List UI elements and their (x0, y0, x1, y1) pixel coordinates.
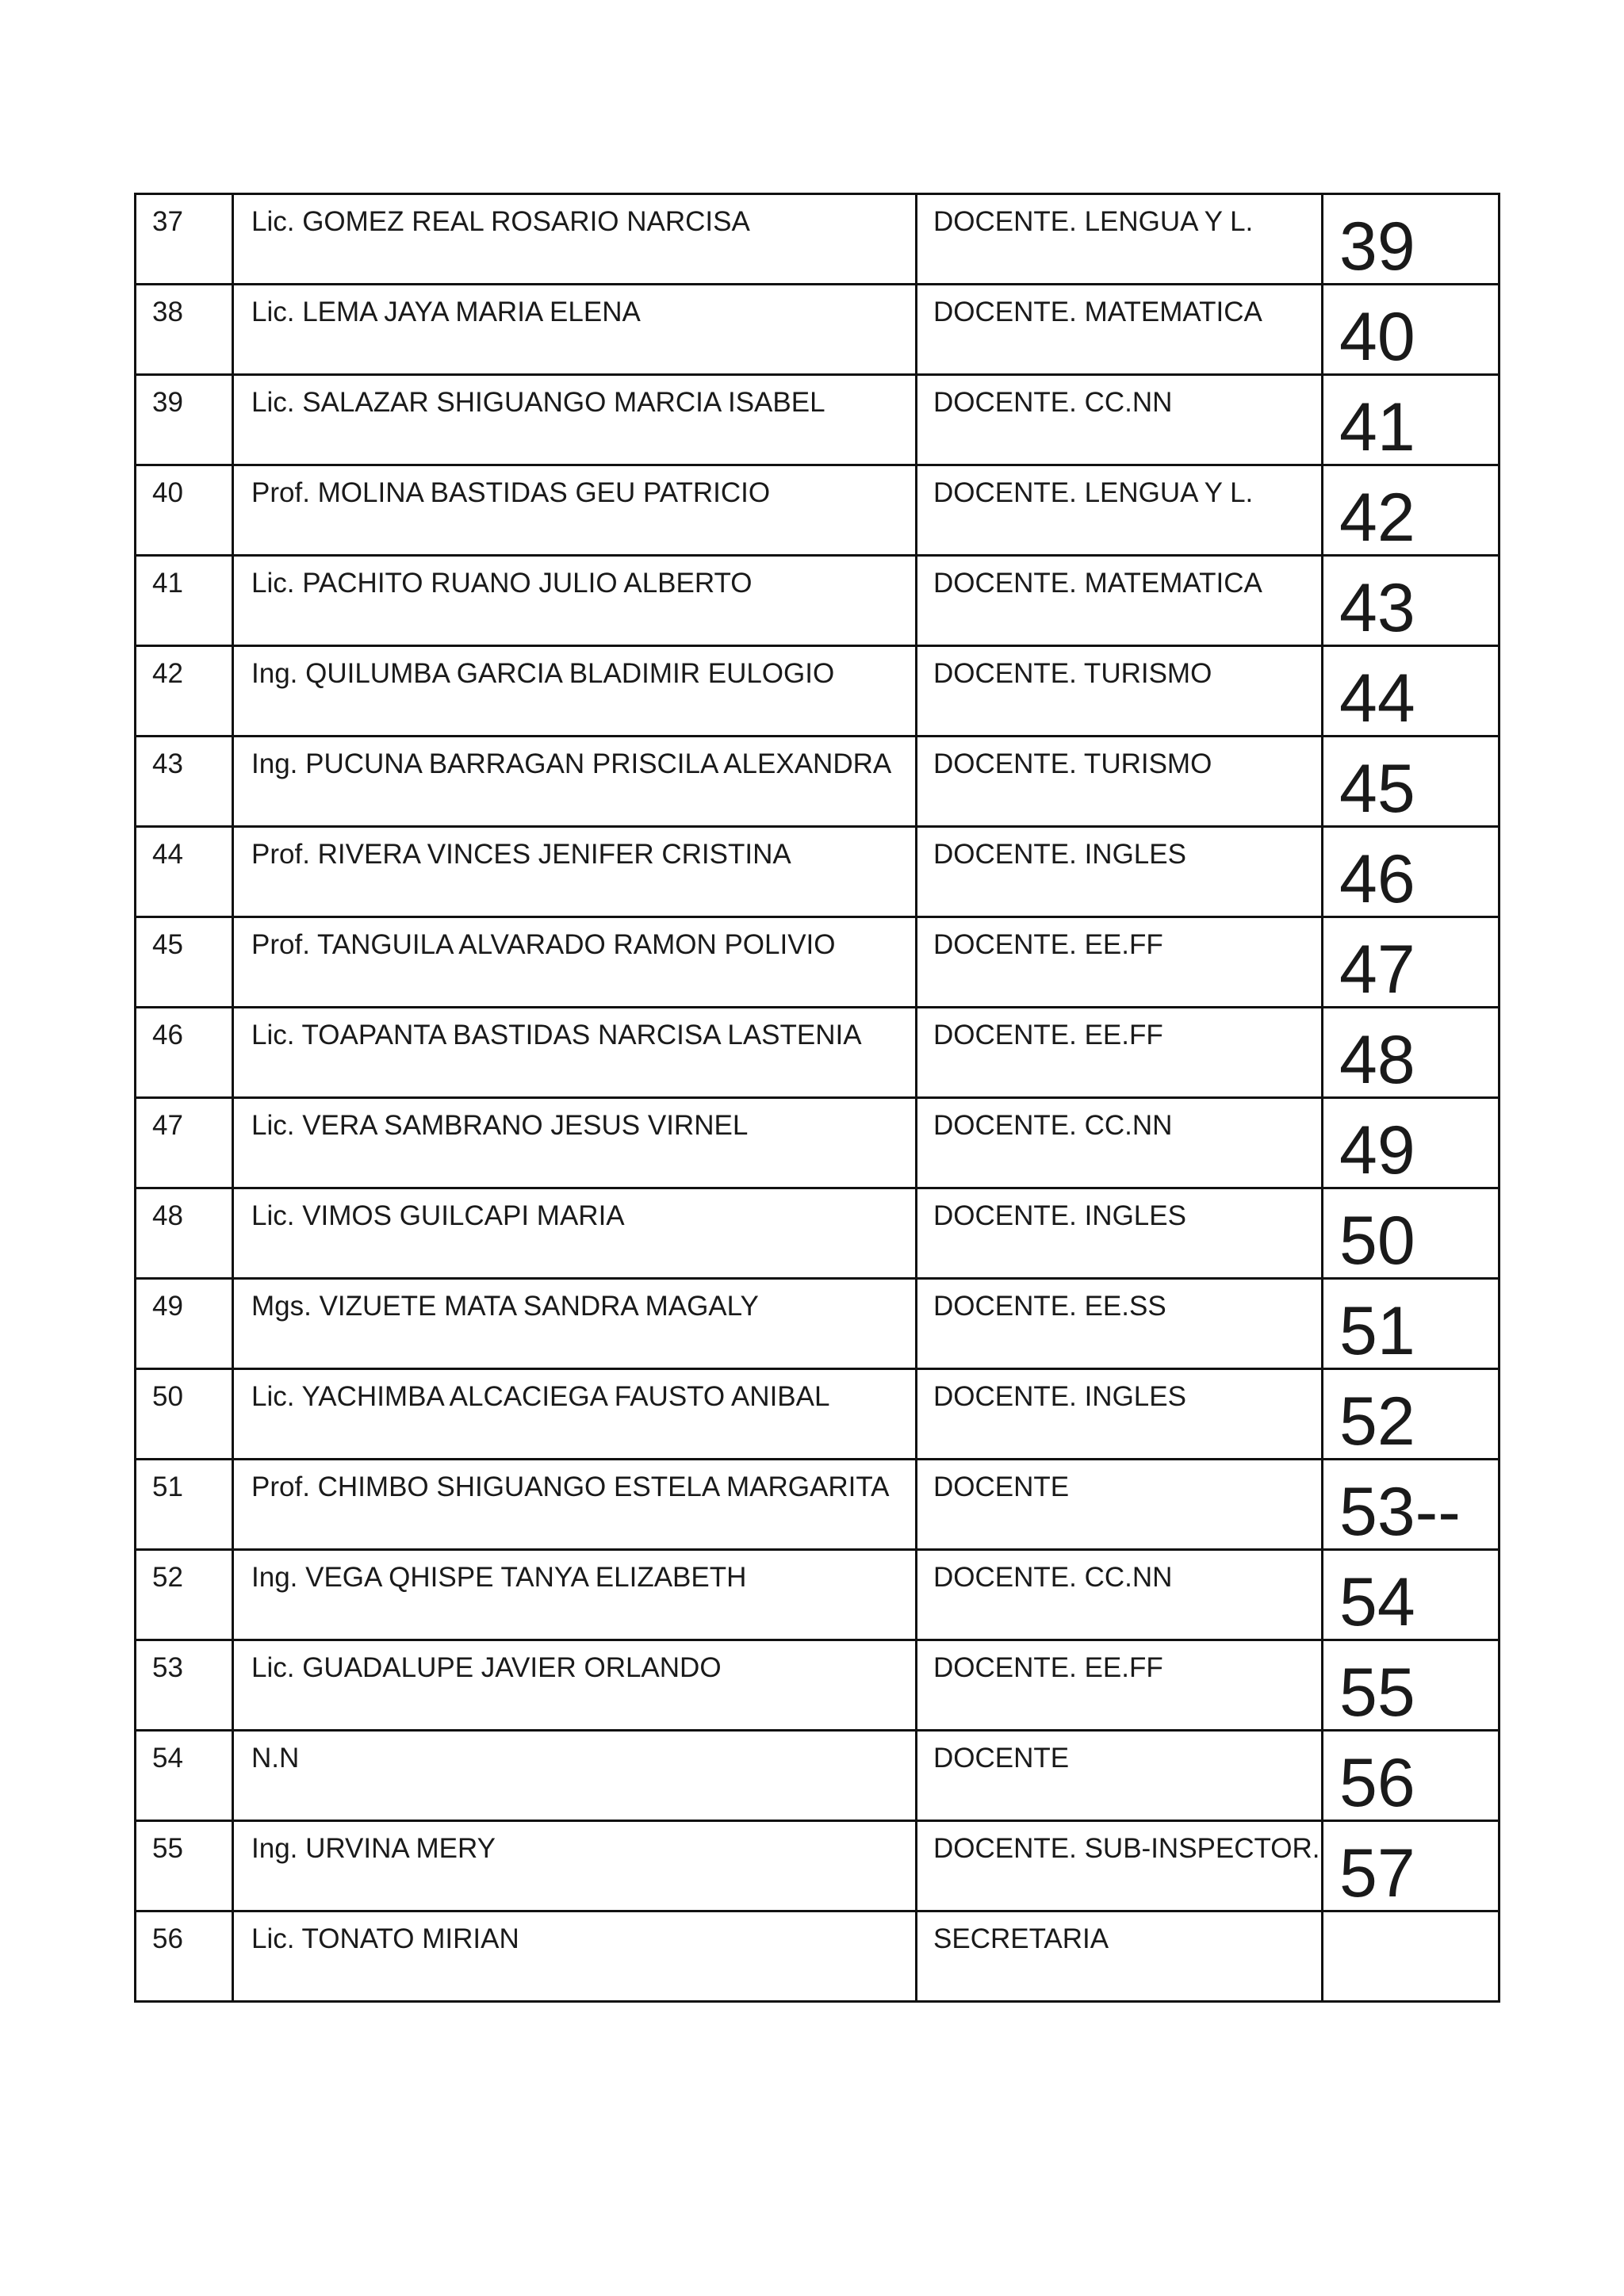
staff-role-cell (917, 827, 1323, 917)
staff-name: Prof. MOLINA BASTIDAS GEU PATRICIO (251, 477, 771, 508)
handwritten-number (1323, 1912, 1498, 1930)
row-number: 55 (152, 1833, 183, 1864)
table-row (136, 285, 1500, 375)
row-number: 44 (152, 839, 183, 870)
staff-name-cell (233, 1369, 917, 1460)
staff-name-cell (233, 285, 917, 375)
row-number: 53 (152, 1652, 183, 1683)
row-number-cell (136, 285, 233, 375)
staff-name: Prof. RIVERA VINCES JENIFER CRISTINA (251, 839, 791, 870)
handwritten-number-cell (1323, 285, 1500, 375)
row-number: 39 (152, 387, 183, 418)
staff-role: DOCENTE. CC.NN (933, 1562, 1173, 1593)
staff-role: DOCENTE. TURISMO (933, 748, 1212, 779)
staff-name: Lic. SALAZAR SHIGUANGO MARCIA ISABEL (251, 387, 825, 418)
staff-name: Lic. TOAPANTA BASTIDAS NARCISA LASTENIA (251, 1020, 862, 1050)
staff-name-cell (233, 1821, 917, 1911)
staff-name-cell (233, 375, 917, 465)
staff-role-cell (917, 1550, 1323, 1640)
staff-name-cell (233, 1098, 917, 1188)
staff-table-body (136, 194, 1500, 2002)
table-row (136, 375, 1500, 465)
staff-name-cell (233, 194, 917, 285)
staff-role: DOCENTE. LENGUA Y L. (933, 206, 1254, 237)
row-number-cell (136, 1460, 233, 1550)
staff-name-cell (233, 1911, 917, 2002)
staff-role-cell (917, 1911, 1323, 2002)
staff-role-cell (917, 1460, 1323, 1550)
handwritten-number: 44 (1339, 660, 1415, 733)
handwritten-number: 41 (1339, 389, 1415, 461)
handwritten-number-cell (1323, 1911, 1500, 2002)
staff-role: DOCENTE. CC.NN (933, 1110, 1173, 1141)
staff-name: Prof. TANGUILA ALVARADO RAMON POLIVIO (251, 929, 836, 960)
row-number-cell (136, 737, 233, 827)
handwritten-number: 40 (1339, 299, 1415, 371)
staff-name: Lic. VIMOS GUILCAPI MARIA (251, 1200, 625, 1231)
staff-role-cell (917, 1279, 1323, 1369)
staff-name-cell (233, 465, 917, 556)
row-number: 43 (152, 748, 183, 779)
staff-name: Lic. TONATO MIRIAN (251, 1923, 519, 1954)
handwritten-number: 51 (1339, 1293, 1415, 1365)
row-number: 41 (152, 568, 183, 599)
row-number-cell (136, 646, 233, 737)
row-number: 37 (152, 206, 183, 237)
staff-role-cell (917, 1640, 1323, 1731)
row-number-cell (136, 375, 233, 465)
row-number: 45 (152, 929, 183, 960)
staff-name-cell (233, 917, 917, 1008)
handwritten-number-cell (1323, 465, 1500, 556)
handwritten-number-cell (1323, 737, 1500, 827)
table-row (136, 1460, 1500, 1550)
staff-name: Lic. VERA SAMBRANO JESUS VIRNEL (251, 1110, 749, 1141)
staff-role: DOCENTE. MATEMATICA (933, 297, 1262, 327)
row-number-cell (136, 465, 233, 556)
staff-role: DOCENTE. EE.FF (933, 1020, 1163, 1050)
handwritten-number-cell (1323, 827, 1500, 917)
table-row (136, 1098, 1500, 1188)
staff-name: Lic. GUADALUPE JAVIER ORLANDO (251, 1652, 722, 1683)
handwritten-number-cell (1323, 375, 1500, 465)
staff-name-cell (233, 827, 917, 917)
handwritten-number-cell (1323, 194, 1500, 285)
table-row (136, 1731, 1500, 1821)
row-number-cell (136, 1821, 233, 1911)
staff-role-cell (917, 1188, 1323, 1279)
staff-role-cell (917, 646, 1323, 737)
row-number: 54 (152, 1743, 183, 1774)
staff-role: DOCENTE. CC.NN (933, 387, 1173, 418)
staff-role: DOCENTE. EE.FF (933, 1652, 1163, 1683)
staff-role-cell (917, 1369, 1323, 1460)
table-row (136, 646, 1500, 737)
staff-name: Lic. LEMA JAYA MARIA ELENA (251, 297, 641, 327)
table-row (136, 1279, 1500, 1369)
table-row (136, 1640, 1500, 1731)
row-number: 40 (152, 477, 183, 508)
staff-name-cell (233, 646, 917, 737)
row-number: 51 (152, 1471, 183, 1502)
handwritten-number: 53-- (1339, 1474, 1461, 1546)
row-number: 42 (152, 658, 183, 689)
row-number-cell (136, 1279, 233, 1369)
staff-name: Prof. CHIMBO SHIGUANGO ESTELA MARGARITA (251, 1471, 890, 1502)
staff-role: DOCENTE (933, 1471, 1070, 1502)
table-row (136, 1821, 1500, 1911)
staff-role-cell (917, 375, 1323, 465)
staff-name-cell (233, 1550, 917, 1640)
staff-role-cell (917, 194, 1323, 285)
staff-role: DOCENTE. EE.SS (933, 1291, 1166, 1322)
row-number-cell (136, 1098, 233, 1188)
handwritten-number-cell (1323, 1369, 1500, 1460)
table-row (136, 1550, 1500, 1640)
row-number: 49 (152, 1291, 183, 1322)
staff-name-cell (233, 1008, 917, 1098)
row-number-cell (136, 1640, 233, 1731)
table-row (136, 1369, 1500, 1460)
staff-role-cell (917, 1821, 1323, 1911)
handwritten-number: 52 (1339, 1383, 1415, 1456)
staff-name-cell (233, 1460, 917, 1550)
staff-name: Lic. YACHIMBA ALCACIEGA FAUSTO ANIBAL (251, 1381, 830, 1412)
staff-role-cell (917, 1098, 1323, 1188)
handwritten-number: 39 (1339, 209, 1415, 281)
handwritten-number-cell (1323, 1640, 1500, 1731)
staff-name: Lic. GOMEZ REAL ROSARIO NARCISA (251, 206, 750, 237)
staff-role: DOCENTE. MATEMATICA (933, 568, 1262, 599)
row-number: 48 (152, 1200, 183, 1231)
handwritten-number: 43 (1339, 570, 1415, 642)
handwritten-number-cell (1323, 1279, 1500, 1369)
staff-name: Mgs. VIZUETE MATA SANDRA MAGALY (251, 1291, 759, 1322)
table-row (136, 1911, 1500, 2002)
handwritten-number: 50 (1339, 1203, 1415, 1275)
row-number: 38 (152, 297, 183, 327)
handwritten-number-cell (1323, 1098, 1500, 1188)
row-number: 56 (152, 1923, 183, 1954)
staff-name-cell (233, 556, 917, 646)
staff-role: DOCENTE. EE.FF (933, 929, 1163, 960)
row-number-cell (136, 917, 233, 1008)
staff-role-cell (917, 737, 1323, 827)
staff-role-cell (917, 556, 1323, 646)
handwritten-number: 42 (1339, 480, 1415, 552)
table-row (136, 194, 1500, 285)
row-number: 46 (152, 1020, 183, 1050)
table-row (136, 465, 1500, 556)
handwritten-number-cell (1323, 1821, 1500, 1911)
staff-name: Lic. PACHITO RUANO JULIO ALBERTO (251, 568, 753, 599)
staff-role-cell (917, 465, 1323, 556)
staff-role: SECRETARIA (933, 1923, 1109, 1954)
row-number-cell (136, 1369, 233, 1460)
staff-name: Ing. PUCUNA BARRAGAN PRISCILA ALEXANDRA (251, 748, 892, 779)
staff-name-cell (233, 1188, 917, 1279)
handwritten-number: 55 (1339, 1655, 1415, 1727)
row-number: 52 (152, 1562, 183, 1593)
staff-role: DOCENTE. TURISMO (933, 658, 1212, 689)
staff-role: DOCENTE. LENGUA Y L. (933, 477, 1254, 508)
row-number-cell (136, 827, 233, 917)
staff-name-cell (233, 1640, 917, 1731)
handwritten-number: 57 (1339, 1835, 1415, 1908)
staff-role: DOCENTE (933, 1743, 1070, 1774)
handwritten-number: 45 (1339, 751, 1415, 823)
table-row (136, 917, 1500, 1008)
handwritten-number-cell (1323, 1550, 1500, 1640)
handwritten-number-cell (1323, 1460, 1500, 1550)
handwritten-number-cell (1323, 556, 1500, 646)
staff-role-cell (917, 285, 1323, 375)
row-number-cell (136, 556, 233, 646)
row-number-cell (136, 194, 233, 285)
handwritten-number: 47 (1339, 932, 1415, 1004)
row-number: 50 (152, 1381, 183, 1412)
table-row (136, 1008, 1500, 1098)
handwritten-number-cell (1323, 1731, 1500, 1821)
row-number-cell (136, 1550, 233, 1640)
staff-role: DOCENTE. INGLES (933, 1200, 1186, 1231)
staff-name: Ing. QUILUMBA GARCIA BLADIMIR EULOGIO (251, 658, 835, 689)
table-row (136, 737, 1500, 827)
handwritten-number-cell (1323, 1188, 1500, 1279)
staff-name: Ing. VEGA QHISPE TANYA ELIZABETH (251, 1562, 747, 1593)
row-number-cell (136, 1188, 233, 1279)
handwritten-number-cell (1323, 917, 1500, 1008)
staff-name-cell (233, 1731, 917, 1821)
staff-name-cell (233, 1279, 917, 1369)
handwritten-number: 48 (1339, 1022, 1415, 1094)
handwritten-number-cell (1323, 646, 1500, 737)
row-number-cell (136, 1008, 233, 1098)
staff-role-cell (917, 1008, 1323, 1098)
staff-name: Ing. URVINA MERY (251, 1833, 496, 1864)
handwritten-number: 56 (1339, 1745, 1415, 1817)
staff-role: DOCENTE. INGLES (933, 839, 1186, 870)
staff-role-cell (917, 917, 1323, 1008)
handwritten-number: 46 (1339, 841, 1415, 913)
staff-role-cell (917, 1731, 1323, 1821)
row-number: 47 (152, 1110, 183, 1141)
row-number-cell (136, 1911, 233, 2002)
table-row (136, 1188, 1500, 1279)
handwritten-number: 54 (1339, 1564, 1415, 1636)
row-number-cell (136, 1731, 233, 1821)
handwritten-number: 49 (1339, 1112, 1415, 1184)
table-row (136, 827, 1500, 917)
handwritten-number-cell (1323, 1008, 1500, 1098)
table-row (136, 556, 1500, 646)
staff-name-cell (233, 737, 917, 827)
staff-table (134, 193, 1500, 2003)
staff-role: DOCENTE. INGLES (933, 1381, 1186, 1412)
staff-name: N.N (251, 1743, 300, 1774)
staff-role: DOCENTE. SUB-INSPECTOR. (933, 1833, 1320, 1864)
